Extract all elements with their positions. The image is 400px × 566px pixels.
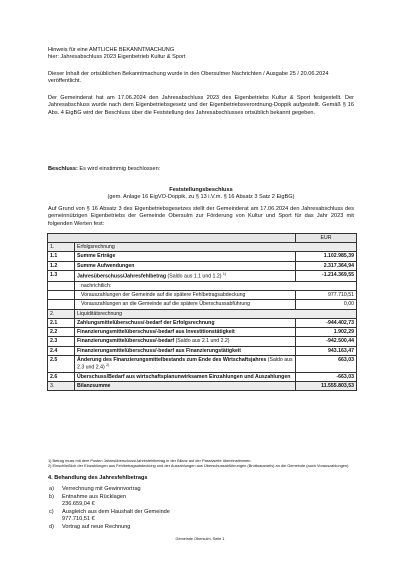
table-row: 1.2 Summe Aufwendungen 2.317.364,94	[48, 261, 357, 270]
feststellung-heading	[48, 187, 354, 202]
footnote-1: 1) Betrag muss mit dem Posten Jahresüberschuss/Jahresfehlbetrag in der Bilanz auf der Passivseite übereinstimmen.	[48, 458, 252, 463]
feststellung-paragraph	[48, 206, 354, 228]
list-item: c) Ausgleich aus dem Haushalt der Gemeinde 977.710,51 €	[49, 509, 170, 523]
table-row: nachrichtlich:	[48, 281, 357, 290]
table-row: 2.3 Finanzierungsmittelüberschuss/-bedarf (Saldo aus 2.1 und 2.2) -942.500,44	[48, 337, 357, 346]
feststellung-subtitle: (gem. Anlage 16 EigVO-Doppik, zu § 13 i.V.m. § 16 Absatz 3 Satz 2 EigBG)	[107, 194, 295, 201]
table-row: Vorauszahlungen an die Gemeinde auf die spätere Überschussabführung 0,00	[48, 300, 357, 309]
beschluss-text: Es wird einstimmig beschlossen:	[77, 166, 161, 172]
document-heading	[48, 47, 354, 62]
table-row: 1.1 Summe Erträge 1.102.985,39	[48, 252, 357, 261]
list-item: d) Vortrag auf neue Rechnung	[49, 524, 131, 531]
feststellung-text: Auf Grund von § 16 Absatz 3 des Eigenbetriebsgesetzes stellt der Gemeinderat am 17.06.2024 den Jahresabschluss des gemeinnützigen Eigenbetriebs der Gemeinde Obersulm zur Förderung von Kultur und Sport für das Jahr 2023 mit folgenden Werten fest:	[48, 206, 354, 227]
intro-text: Dieser Inhalt der ortsüblichen Bekanntmachung wurde in den Obersulmer Nachrichten / Ausgabe 25 / 20.06.2024 veröffentlicht.	[48, 71, 329, 85]
table-header-row	[48, 234, 357, 243]
beschluss-label: Beschluss:	[48, 166, 78, 172]
table-row: 2.6 Überschuss/Bedarf aus wirtschaftsplanunwirksamen Einzahlungen und Auszahlungen -663,03	[48, 372, 357, 381]
footnote-2: 2) Einschließlich der Einzahlungen aus Fehlbetragsabdeckung und der Auszahlungen aus Überschussabführungen (Bruttoausweis) an die Gemeinde (auch Vorauszahlungen).	[48, 462, 350, 468]
behandlung-title: 4. Behandlung des Jahresfehlbetrags	[48, 475, 148, 481]
table-row: 2.1 Zahlungsmittelüberschuss/-bedarf der Erfolgsrechnung -944.402,73	[48, 318, 357, 327]
behandlung-section	[48, 475, 354, 532]
currency-header: EUR	[296, 234, 357, 243]
table-row: 2.5 Änderung des Finanzierungsmittelbestands zum Ende des Wirtschaftsjahres (Saldo aus 2.3 und 2.4) $^{2)}$ 663,03	[48, 355, 357, 372]
body-text: Der Gemeinderat hat am 17.06.2024 den Jahresabschluss 2023 des Eigenbetriebs Kultur & Sport festgestellt. Der Jahresabschluss wurde nach dem Eigenbetriebsgesetz und der Eigenbetriebsverordnung-Doppik aufgestellt. Gemäß § 16 Abs. 4 EigBG wird der Beschluss über die Feststellung des Jahresabschlusses ortsüblich bekannt gegeben.	[48, 95, 354, 116]
list-item: a) Verrechnung mit Gewinnvortrag	[49, 486, 141, 493]
feststellung-title: Feststellungsbeschluss	[169, 187, 233, 193]
body-paragraph	[48, 95, 354, 117]
heading-line-2: hier: Jahresabschluss 2023 Eigenbetrieb Kultur & Sport	[48, 54, 186, 61]
beschluss-line	[48, 166, 354, 173]
intro-paragraph	[48, 71, 354, 86]
page-footer: Gemeinde Obersulm, Seite 1	[175, 537, 225, 541]
table-row: 2.4 Finanzierungsmittelüberschuss/-bedarf aus Finanzierungstätigkeit 943.163,47	[48, 346, 357, 355]
financial-table	[47, 233, 357, 391]
section-row-bilanzsumme: 3. Bilanzsumme 11.555.803,53	[48, 382, 357, 391]
behandlung-list	[48, 486, 354, 531]
heading-line-1: Hinweis für eine AMTLICHE BEKANNTMACHUNG	[48, 47, 175, 53]
table-row: 1.3 Jahresüberschuss/Jahresfehlbetrag (Saldo aus 1.1 und 1.2) $^{1)}$ -1.214.369,55	[48, 270, 357, 281]
section-row-liquiditaetsrechnung: 2. Liquiditätsrechnung	[48, 309, 357, 318]
list-item: b) Entnahme aus Rücklagen 236.659,04 €	[49, 494, 127, 508]
table-footnotes	[48, 459, 354, 469]
section-row-erfolgsrechnung: 1. Erfolgsrechnung	[48, 243, 357, 252]
table-row: Vorauszahlungen der Gemeinde auf die spätere Fehlbetragsabdeckung 977.710,51	[48, 291, 357, 300]
table-row: 2.2 Finanzierungsmittelüberschuss/-bedarf aus Investitionstätigkeit 1.902,29	[48, 328, 357, 337]
